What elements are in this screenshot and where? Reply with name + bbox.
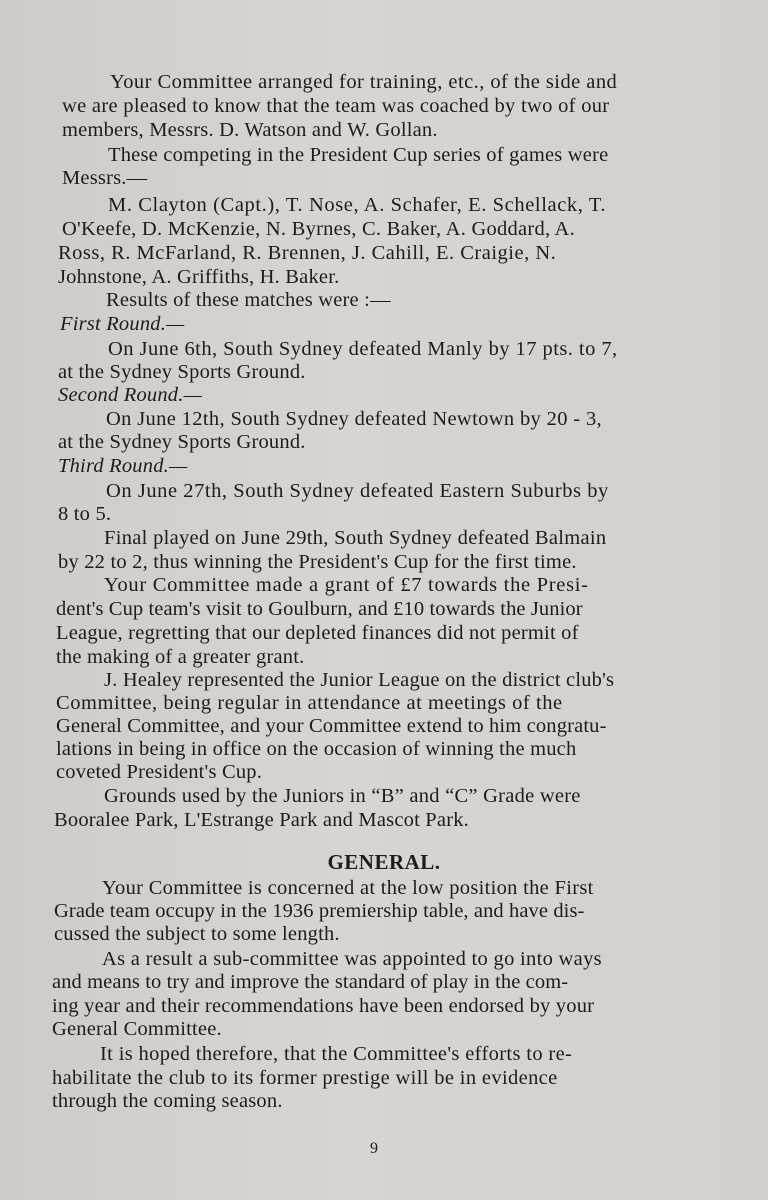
text-line: Grounds used by the Juniors in “B” and “C” Grade were [104,785,581,807]
text-line: On June 27th, South Sydney defeated Eastern Suburbs by [106,480,609,502]
text-line: General Committee, and your Committee extend to him congratu- [56,715,607,737]
section-heading: GENERAL. [327,850,441,874]
text-line: Johnstone, A. Griffiths, H. Baker. [58,266,340,288]
text-line: at the Sydney Sports Ground. [58,431,306,453]
text-line: J. Healey represented the Junior League on the district club's [104,669,615,691]
text-line: the making of a greater grant. [56,646,305,668]
text-line: 8 to 5. [58,503,112,525]
text-line: Ross, R. McFarland, R. Brennen, J. Cahill, E. Craigie, N. [58,242,557,264]
text-line: members, Messrs. D. Watson and W. Gollan. [62,119,438,141]
text-line: On June 12th, South Sydney defeated Newtown by 20 - 3, [106,408,603,430]
text-line: cussed the subject to some length. [54,923,340,945]
text-line: Messrs.— [62,167,148,189]
text-line: These competing in the President Cup series of games were [108,144,609,166]
text-line: On June 6th, South Sydney defeated Manly by 17 pts. to 7, [108,338,618,360]
text-line: Booralee Park, L'Estrange Park and Mascot Park. [54,809,470,831]
text-line: lations in being in office on the occasion of winning the much [56,738,577,760]
text-line: Your Committee arranged for training, etc., of the side and [110,71,618,93]
text-line: Your Committee made a grant of £7 towards the Presi- [104,574,589,596]
text-line: As a result a sub-committee was appointed to go into ways [102,948,602,970]
text-line: General Committee. [52,1018,222,1040]
text-line: O'Keefe, D. McKenzie, N. Byrnes, C. Baker, A. Goddard, A. [62,218,575,240]
text-line: Your Committee is concerned at the low position the First [102,877,594,899]
text-line: M. Clayton (Capt.), T. Nose, A. Schafer, E. Schellack, T. [108,194,607,216]
page-number: 9 [370,1140,378,1157]
text-line: ing year and their recommendations have been endorsed by your [52,995,595,1017]
text-line: habilitate the club to its former prestige will be in evidence [52,1067,558,1089]
text-line: by 22 to 2, thus winning the President's Cup for the first time. [58,551,577,573]
text-line: It is hoped therefore, that the Committee's efforts to re- [100,1043,573,1065]
text-line: Committee, being regular in attendance at meetings of the [56,692,563,714]
text-line: League, regretting that our depleted finances did not permit of [56,622,579,644]
round-heading: First Round.— [60,313,185,335]
text-line: Grade team occupy in the 1936 premiership table, and have dis- [54,900,585,922]
text-line: at the Sydney Sports Ground. [58,361,306,383]
text-line: coveted President's Cup. [56,761,263,783]
round-heading: Second Round.— [58,384,202,406]
text-line: Final played on June 29th, South Sydney defeated Balmain [104,527,607,549]
round-heading: Third Round.— [58,455,188,477]
text-line: through the coming season. [52,1090,283,1112]
text-line: we are pleased to know that the team was coached by two of our [62,95,610,117]
text-line: Results of these matches were :— [106,289,391,311]
text-line: and means to try and improve the standard of play in the com- [52,971,569,993]
text-line: dent's Cup team's visit to Goulburn, and £10 towards the Junior [56,598,583,620]
